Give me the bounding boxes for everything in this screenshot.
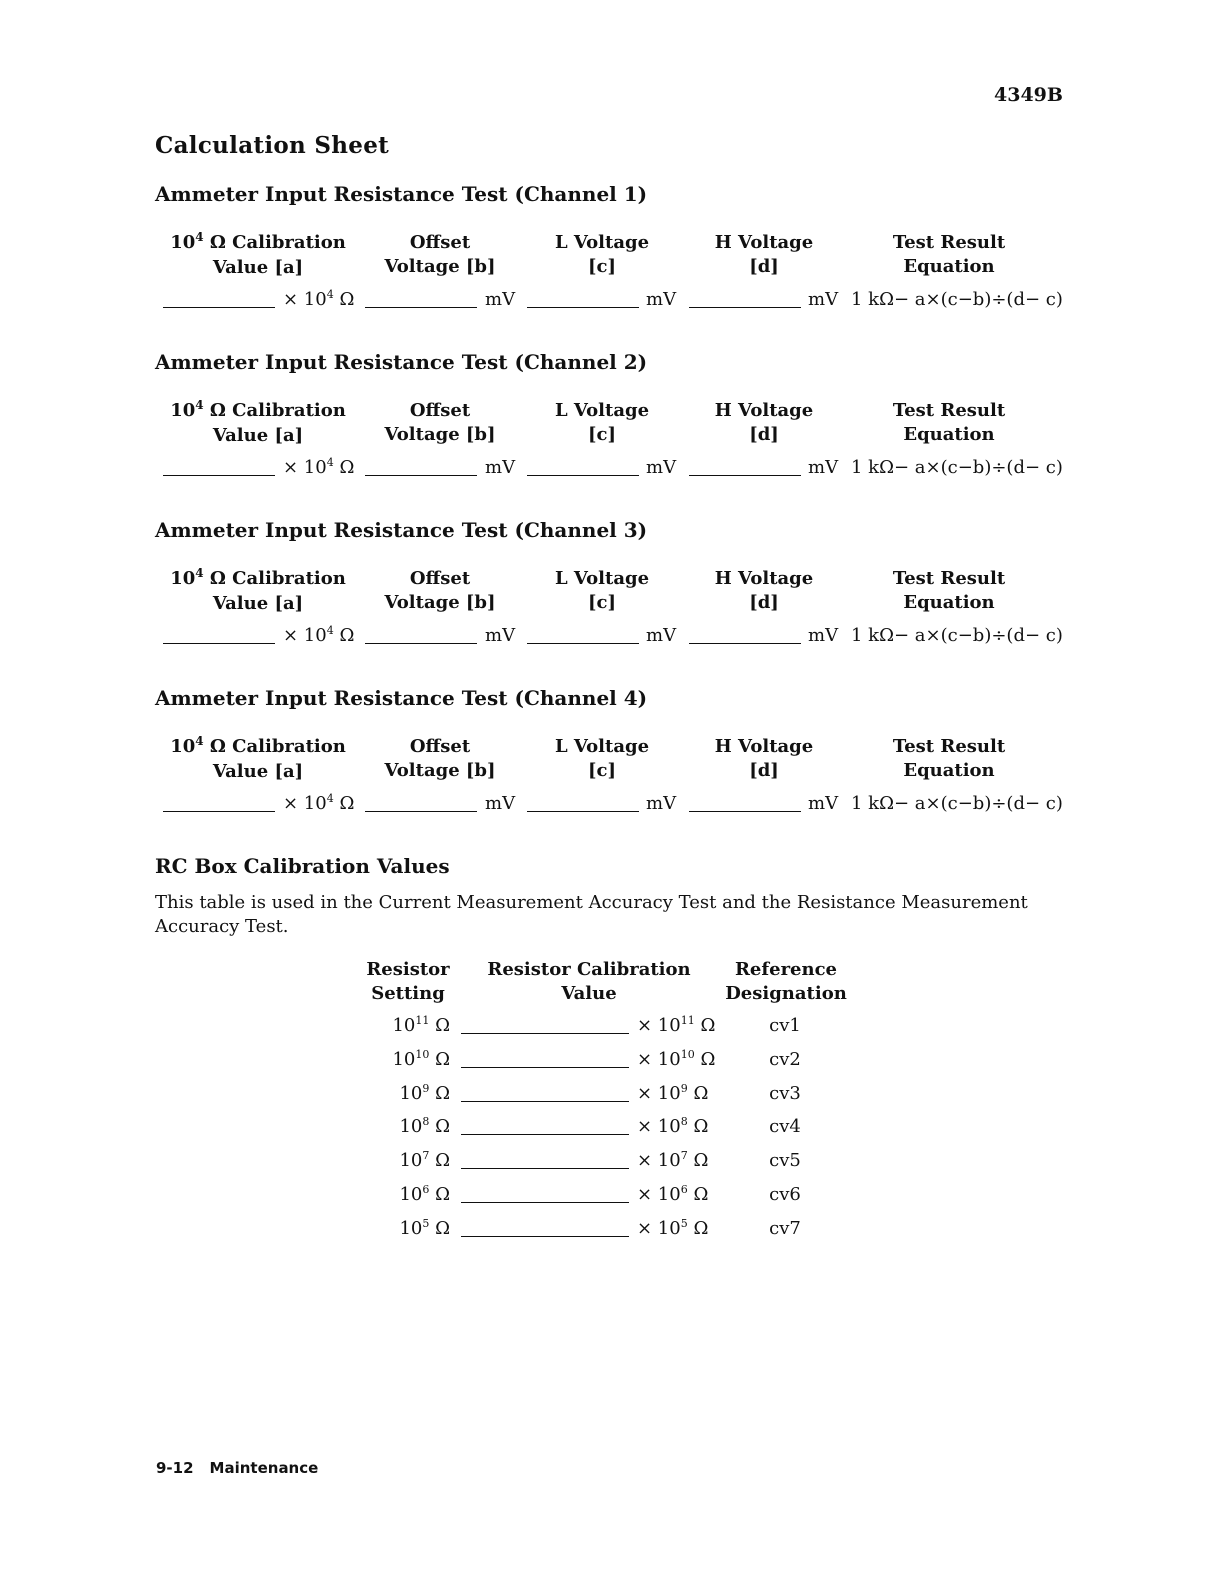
resistor-setting: $10^7$ Ω (399, 1149, 450, 1171)
h-voltage-unit: mV (808, 289, 839, 310)
result-equation: 1 kΩ− a×(c−b)÷(d− c) (851, 457, 1063, 478)
resistor-setting: $10^5$ Ω (399, 1217, 450, 1239)
section-title: Ammeter Input Resistance Test (Channel 3) (155, 518, 648, 542)
col-header-offset: Offset Voltage [b] (384, 400, 496, 445)
resistor-cal-value-blank[interactable] (461, 1236, 629, 1237)
col-header-cal-value: $10^4$ Ω Calibration Value [a] (170, 566, 346, 614)
page-title: Calculation Sheet (155, 132, 390, 159)
h-voltage-blank[interactable] (689, 811, 801, 812)
h-voltage-blank[interactable] (689, 307, 801, 308)
col-header-l-voltage: L Voltage [c] (554, 568, 650, 613)
rc-box-title: RC Box Calibration Values (155, 854, 450, 878)
resistor-multiplier: × $10^9$ Ω (637, 1082, 709, 1104)
col-header-cal-value: $10^4$ Ω Calibration Value [a] (170, 398, 346, 446)
result-equation: 1 kΩ− a×(c−b)÷(d− c) (851, 793, 1063, 814)
resistor-multiplier: × $10^8$ Ω (637, 1115, 709, 1137)
reference-designation: cv3 (769, 1083, 801, 1104)
h-voltage-blank[interactable] (689, 643, 801, 644)
model-number: 4349B (994, 84, 1063, 106)
resistor-cal-value-blank[interactable] (461, 1033, 629, 1034)
l-voltage-unit: mV (646, 625, 677, 646)
resistor-cal-value-blank[interactable] (461, 1101, 629, 1102)
col-header-l-voltage: L Voltage [c] (554, 400, 650, 445)
resistor-setting: $10^8$ Ω (399, 1115, 450, 1137)
h-voltage-blank[interactable] (689, 475, 801, 476)
resistor-multiplier: × $10^{11}$ Ω (637, 1014, 716, 1036)
l-voltage-blank[interactable] (527, 307, 639, 308)
col-header-test-result: Test Result Equation (892, 568, 1006, 613)
col-header-reference-designation: Reference Designation (725, 959, 847, 1004)
resistor-multiplier: × $10^5$ Ω (637, 1217, 709, 1239)
resistor-multiplier: × $10^6$ Ω (637, 1183, 709, 1205)
resistor-setting: $10^{11}$ Ω (392, 1014, 450, 1036)
col-header-test-result: Test Result Equation (892, 232, 1006, 277)
col-header-h-voltage: H Voltage [d] (714, 400, 814, 445)
page-footer (156, 1459, 334, 1477)
col-header-h-voltage: H Voltage [d] (714, 232, 814, 277)
cal-value-blank[interactable] (163, 811, 275, 812)
reference-designation: cv1 (769, 1015, 801, 1036)
col-header-offset: Offset Voltage [b] (384, 232, 496, 277)
section-title: Ammeter Input Resistance Test (Channel 1) (155, 182, 648, 206)
reference-designation: cv5 (769, 1150, 801, 1171)
col-header-offset: Offset Voltage [b] (384, 736, 496, 781)
cal-value-unit: × $10^4$ Ω (283, 456, 355, 478)
cal-value-unit: × $10^4$ Ω (283, 792, 355, 814)
footer-section: Maintenance (209, 1459, 319, 1477)
h-voltage-unit: mV (808, 457, 839, 478)
col-header-resistor-setting: Resistor Setting (366, 959, 450, 1004)
rc-box-description: This table is used in the Current Measurement Accuracy Test and the Resistance Measurement Accuracy Test. (155, 892, 1028, 937)
offset-voltage-blank[interactable] (365, 811, 477, 812)
col-header-cal-value: $10^4$ Ω Calibration Value [a] (170, 230, 346, 278)
section-title: Ammeter Input Resistance Test (Channel 2) (155, 350, 648, 374)
h-voltage-unit: mV (808, 625, 839, 646)
reference-designation: cv6 (769, 1184, 801, 1205)
col-header-l-voltage: L Voltage [c] (554, 736, 650, 781)
offset-voltage-blank[interactable] (365, 475, 477, 476)
reference-designation: cv4 (769, 1116, 801, 1137)
offset-unit: mV (485, 793, 516, 814)
result-equation: 1 kΩ− a×(c−b)÷(d− c) (851, 289, 1063, 310)
cal-value-blank[interactable] (163, 307, 275, 308)
offset-unit: mV (485, 625, 516, 646)
resistor-setting: $10^9$ Ω (399, 1082, 450, 1104)
resistor-setting: $10^6$ Ω (399, 1183, 450, 1205)
resistor-setting: $10^{10}$ Ω (392, 1048, 450, 1070)
col-header-offset: Offset Voltage [b] (384, 568, 496, 613)
section-title: Ammeter Input Resistance Test (Channel 4) (155, 686, 648, 710)
resistor-cal-value-blank[interactable] (461, 1134, 629, 1135)
col-header-h-voltage: H Voltage [d] (714, 736, 814, 781)
cal-value-blank[interactable] (163, 475, 275, 476)
offset-voltage-blank[interactable] (365, 643, 477, 644)
h-voltage-unit: mV (808, 793, 839, 814)
resistor-multiplier: × $10^7$ Ω (637, 1149, 709, 1171)
l-voltage-blank[interactable] (527, 811, 639, 812)
resistor-cal-value-blank[interactable] (461, 1168, 629, 1169)
col-header-resistor-cal-value: Resistor Calibration Value (487, 959, 691, 1004)
offset-unit: mV (485, 457, 516, 478)
col-header-test-result: Test Result Equation (892, 400, 1006, 445)
l-voltage-blank[interactable] (527, 475, 639, 476)
reference-designation: cv7 (769, 1218, 801, 1239)
cal-value-unit: × $10^4$ Ω (283, 624, 355, 646)
offset-unit: mV (485, 289, 516, 310)
resistor-cal-value-blank[interactable] (461, 1067, 629, 1068)
cal-value-blank[interactable] (163, 643, 275, 644)
l-voltage-unit: mV (646, 457, 677, 478)
l-voltage-unit: mV (646, 289, 677, 310)
footer-page-number: 9-12 (156, 1459, 194, 1477)
cal-value-unit: × $10^4$ Ω (283, 288, 355, 310)
offset-voltage-blank[interactable] (365, 307, 477, 308)
col-header-test-result: Test Result Equation (892, 736, 1006, 781)
col-header-cal-value: $10^4$ Ω Calibration Value [a] (170, 734, 346, 782)
resistor-multiplier: × $10^{10}$ Ω (637, 1048, 716, 1070)
l-voltage-unit: mV (646, 793, 677, 814)
resistor-cal-value-blank[interactable] (461, 1202, 629, 1203)
result-equation: 1 kΩ− a×(c−b)÷(d− c) (851, 625, 1063, 646)
l-voltage-blank[interactable] (527, 643, 639, 644)
col-header-h-voltage: H Voltage [d] (714, 568, 814, 613)
reference-designation: cv2 (769, 1049, 801, 1070)
col-header-l-voltage: L Voltage [c] (554, 232, 650, 277)
